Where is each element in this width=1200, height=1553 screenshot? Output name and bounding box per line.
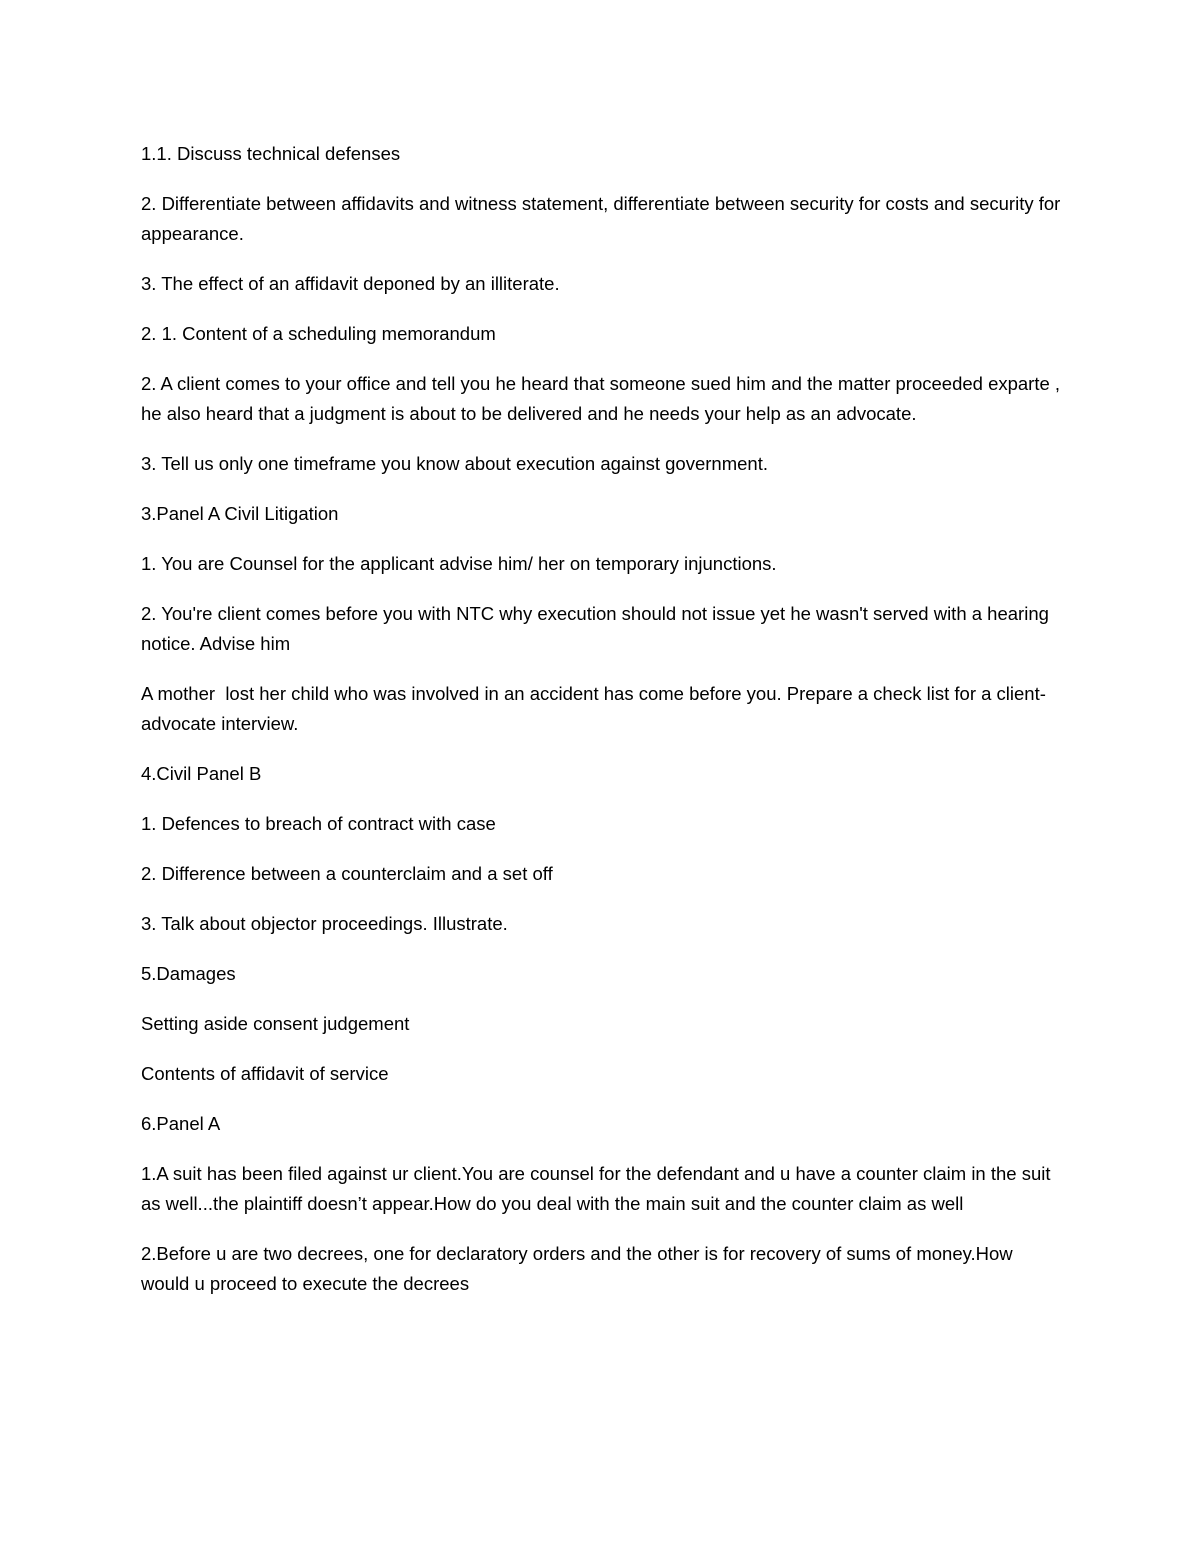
paragraph-1: 1.1. Discuss technical defenses xyxy=(141,143,401,164)
paragraph-13: 2. Difference between a counterclaim and a set off xyxy=(141,863,553,884)
section-heading-damages: 5.Damages xyxy=(141,963,236,984)
paragraph-20: 2.Before u are two decrees, one for declaratory orders and the other is for recovery of sums of money.How would u proceed to execute the decrees xyxy=(141,1243,1018,1294)
section-heading-civil-panel-b: 4.Civil Panel B xyxy=(141,763,262,784)
paragraph-16: Setting aside consent judgement xyxy=(141,1013,410,1034)
paragraph-10: A mother lost her child who was involved in an accident has come before you. Prepare a check list for a client-advocate interview. xyxy=(141,683,1046,734)
paragraph-12: 1. Defences to breach of contract with case xyxy=(141,813,496,834)
paragraph-8: 1. You are Counsel for the applicant advise him/ her on temporary injunctions. xyxy=(141,553,777,574)
paragraph-14: 3. Talk about objector proceedings. Illustrate. xyxy=(141,913,508,934)
paragraph-9: 2. You're client comes before you with NTC why execution should not issue yet he wasn't served with a hearing notice. Advise him xyxy=(141,603,1055,654)
section-heading-panel-a-civil-litigation: 3.Panel A Civil Litigation xyxy=(141,503,339,524)
document-body xyxy=(141,139,1066,1319)
paragraph-17: Contents of affidavit of service xyxy=(141,1063,389,1084)
section-heading-panel-a: 6.Panel A xyxy=(141,1113,221,1134)
paragraph-3: 3. The effect of an affidavit deponed by an illiterate. xyxy=(141,273,560,294)
paragraph-4: 2. 1. Content of a scheduling memorandum xyxy=(141,323,496,344)
paragraph-19: 1.A suit has been filed against ur client.You are counsel for the defendant and u have a counter claim in the suit as well...the plaintiff doesn’t appear.How do you deal with the main suit and the counter claim as well xyxy=(141,1163,1056,1214)
paragraph-6: 3. Tell us only one timeframe you know about execution against government. xyxy=(141,453,768,474)
paragraph-2: 2. Differentiate between affidavits and witness statement, differentiate between security for costs and security for appearance. xyxy=(141,193,1066,244)
paragraph-5: 2. A client comes to your office and tell you he heard that someone sued him and the matter proceeded exparte , he also heard that a judgment is about to be delivered and he needs your help as an advocate. xyxy=(141,373,1066,424)
